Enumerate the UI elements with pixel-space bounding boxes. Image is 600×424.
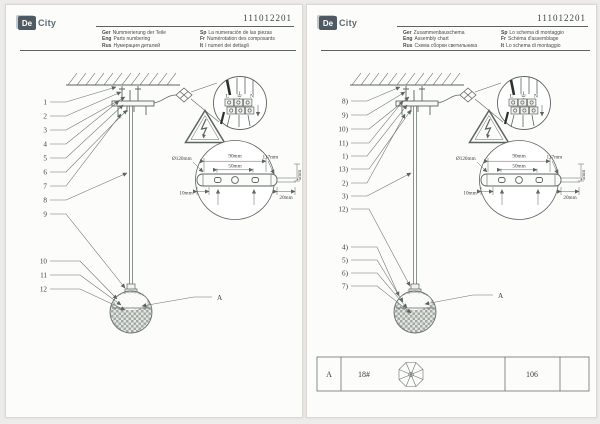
- part-label: 9: [43, 210, 47, 219]
- callout-a: [142, 294, 223, 306]
- lamp-shade-icon: [399, 363, 423, 387]
- part-label: 7): [342, 282, 348, 291]
- part-label: 11): [338, 139, 348, 148]
- parts-numbering-drawing: [6, 5, 302, 417]
- brand-logo-text: City: [38, 18, 57, 28]
- part-label: 8: [43, 196, 47, 205]
- callout-a-label: A: [498, 292, 504, 300]
- callout-a-label: A: [217, 294, 223, 302]
- part-label: 2: [43, 112, 47, 121]
- brand-logo-box: De: [18, 16, 36, 30]
- part-label: 12: [39, 285, 47, 294]
- page-assembly-chart: [306, 4, 597, 418]
- part-number-labels: [338, 87, 411, 313]
- part-label: 3): [342, 192, 348, 201]
- brand-logo-text: City: [339, 18, 358, 28]
- language-block-left: Ger Zusammenbauschema Eng Assembly chart Rus Схема сборки светильника: [403, 30, 478, 49]
- brand-logo-box: De: [319, 16, 337, 30]
- table-code-cell: 106: [526, 370, 538, 379]
- part-label: 3: [43, 126, 47, 135]
- part-label: 1): [342, 152, 348, 161]
- assembly-chart-drawing: [307, 5, 596, 417]
- part-label: 6): [342, 269, 348, 278]
- document-number: 111012201: [243, 13, 292, 23]
- part-label: 4): [342, 243, 348, 252]
- document-number: 111012201: [537, 13, 586, 23]
- callout-a: [425, 292, 504, 304]
- part-label: 5: [43, 154, 47, 163]
- part-label: 2): [342, 179, 348, 188]
- part-label: 5): [342, 256, 348, 265]
- part-label: 6: [43, 168, 47, 177]
- part-label: 11: [40, 271, 47, 280]
- language-block-left: Ger Nummerierung der Teile Eng Parts numbering Rus Нумерация деталей: [102, 30, 166, 49]
- part-label: 12): [338, 205, 348, 214]
- part-label: 10): [338, 125, 348, 134]
- spec-table: [317, 357, 589, 391]
- part-label: 1: [43, 98, 47, 107]
- part-label: 10: [39, 257, 47, 266]
- table-mark-cell: A: [326, 370, 332, 379]
- table-size-cell: 18#: [358, 370, 370, 379]
- part-label: 8): [342, 97, 348, 106]
- language-block-right: Sp Lo schema di montaggio Fr Schéma d'assemblage It Lo schema di montaggio: [501, 30, 564, 49]
- part-label: 7: [43, 182, 47, 191]
- part-label: 4: [43, 140, 47, 149]
- part-number-labels: [40, 87, 127, 310]
- page-parts-numbering: [5, 4, 303, 418]
- part-label: 9): [342, 111, 348, 120]
- part-label: 13): [338, 165, 348, 174]
- language-block-right: Sp La numeración de las piezas Fr Numérotation des composants It I numeri dei dettagli: [200, 30, 275, 49]
